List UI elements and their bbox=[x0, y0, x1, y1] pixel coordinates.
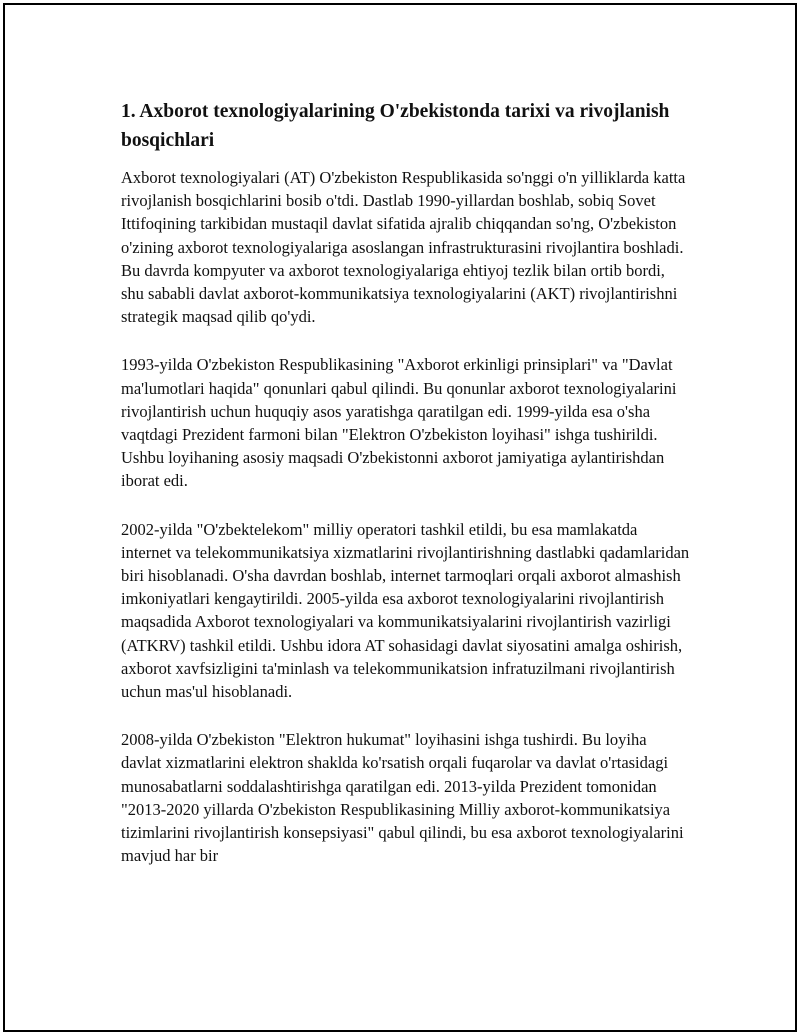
paragraph-4: 2008-yilda O'zbekiston "Elektron hukumat" loyihasini ishga tushirdi. Bu loyiha davlat xizmatlarini elektron shaklda ko'rsatish orqali fuqarolar va davlat o'rtasidagi munosabatlarni soddalashtirishga qaratilgan edi. 2013-yilda Prezident tomonidan "2013-2020 yillarda O'zbekiston Respublikasining Milliy axborot-kommunikatsiya tizimlarini rivojlantirish konsepsiyasi" qabul qilindi, bu esa axborot texnologiyalarini mavjud har bir bbox=[121, 730, 684, 866]
page-frame bbox=[3, 3, 797, 1032]
section-heading: 1. Axborot texnologiyalarining O'zbekistonda tarixi va rivojlanish bosqichlari bbox=[121, 101, 670, 151]
paragraph-1: Axborot texnologiyalari (AT) O'zbekiston Respublikasida so'nggi o'n yilliklarda katta rivojlanish bosqichlarini bosib o'tdi. Dastlab 1990-yillardan boshlab, sobiq Sovet Ittifoqining tarkibidan mustaqil davlat sifatida ajralib chiqqandan so'ng, O'zbekiston o'zining axborot texnologiyalariga asoslangan infrastrukturasini rivojlantira boshladi. Bu davrda kompyuter va axborot texnologiyalariga ehtiyoj tezlik bilan ortib bordi, shu sababli davlat axborot-kommunikatsiya texnologiyalarini (AKT) rivojlantirishni strategik maqsad qilib qo'ydi. bbox=[121, 168, 686, 327]
paragraph-2: 1993-yilda O'zbekiston Respublikasining "Axborot erkinligi prinsiplari" va "Davlat ma'lumotlari haqida" qonunlari qabul qilindi. Bu qonunlar axborot texnologiyalarini rivojlantirish uchun huquqiy asos yaratishga qaratilgan edi. 1999-yilda esa o'sha vaqtdagi Prezident farmoni bilan "Elektron O'zbekiston loyihasi" ishga tushirildi. Ushbu loyihaning asosiy maqsadi O'zbekistonni axborot jamiyatiga aylantirishdan iborat edi. bbox=[121, 355, 677, 491]
document-body bbox=[121, 97, 691, 892]
paragraph-3: 2002-yilda "O'zbektelekom" milliy operatori tashkil etildi, bu esa mamlakatda internet va telekommunikatsiya xizmatlarini rivojlantirishning dastlabki qadamlaridan biri hisoblanadi. O'sha davrdan boshlab, internet tarmoqlari orqali axborot almashish imkoniyatlari kengaytirildi. 2005-yilda esa axborot texnologiyalarini rivojlantirish maqsadida Axborot texnologiyalari va kommunikatsiyalarini rivojlantirish vazirligi (ATKRV) tashkil etildi. Ushbu idora AT sohasidagi davlat siyosatini amalga oshirish, axborot xavfsizligini ta'minlash va telekommunikatsion infratuzilmani rivojlantirish uchun mas'ul hisoblanadi. bbox=[121, 519, 690, 702]
